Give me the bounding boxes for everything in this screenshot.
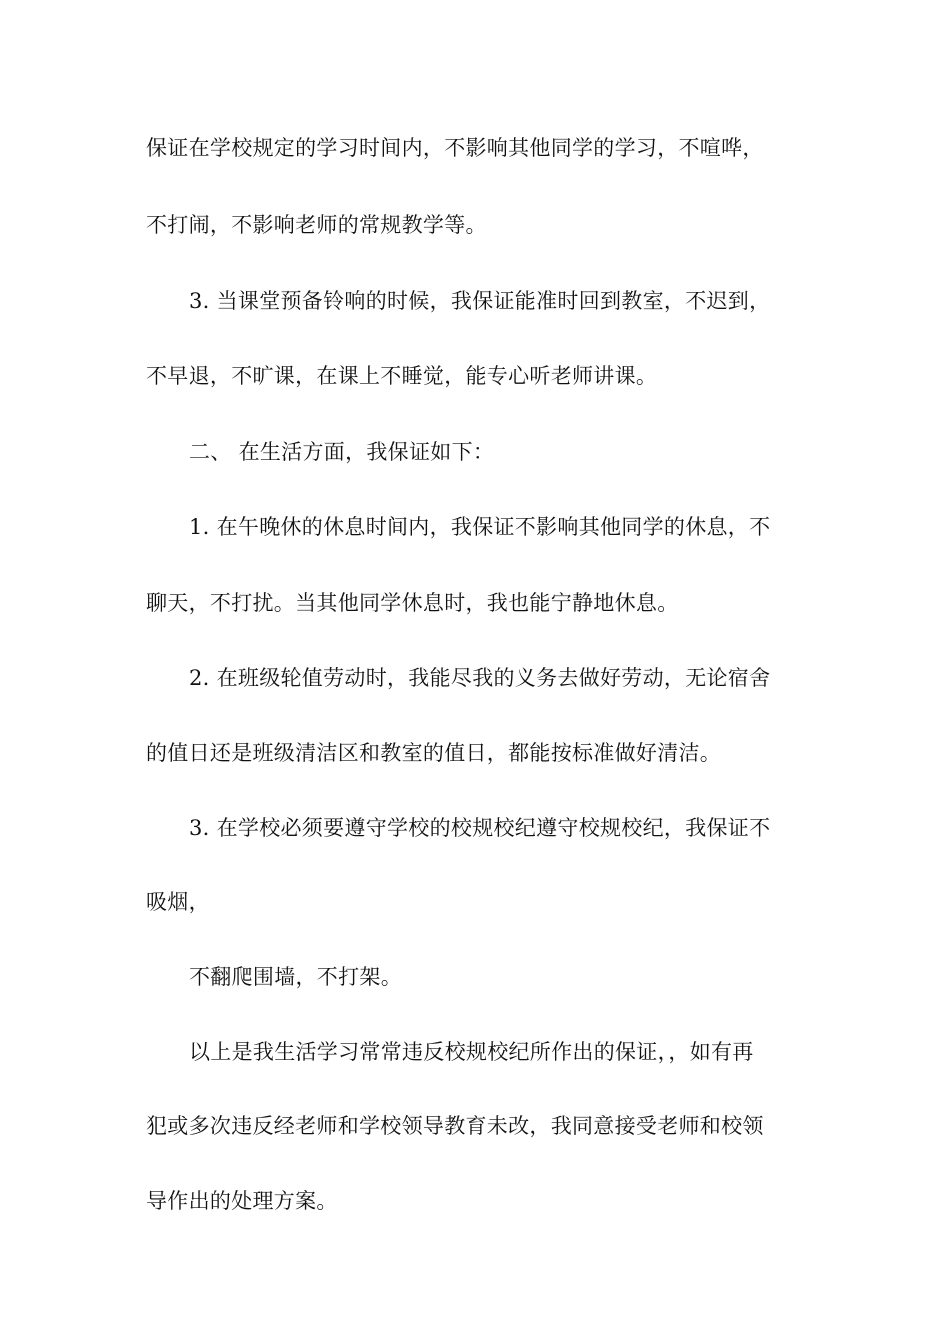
text-line: 3. 在学校必须要遵守学校的校规校纪遵守校规校纪，我保证不	[189, 816, 771, 840]
text-line: 1. 在午晚休的休息时间内，我保证不影响其他同学的休息，不	[189, 515, 771, 539]
text-line: 2. 在班级轮值劳动时，我能尽我的义务去做好劳动，无论宿舍	[189, 666, 771, 690]
text-line: 不翻爬围墙，不打架。	[189, 965, 402, 989]
text-line: 不打闹，不影响老师的常规教学等。	[146, 213, 487, 237]
text-line: 犯或多次违反经老师和学校领导教育未改，我同意接受老师和校领	[146, 1114, 764, 1138]
section-heading: 二、 在生活方面，我保证如下：	[189, 440, 495, 464]
text-line: 的值日还是班级清洁区和教室的值日，都能按标准做好清洁。	[146, 741, 722, 765]
text-line: 聊天，不打扰。当其他同学休息时，我也能宁静地休息。	[146, 591, 679, 615]
text-line: 3. 当课堂预备铃响的时候，我保证能准时回到教室，不迟到，	[189, 289, 771, 313]
text-line: 保证在学校规定的学习时间内，不影响其他同学的学习，不喧哗，	[146, 136, 764, 160]
text-line: 以上是我生活学习常常违反校规校纪所作出的保证，，如有再	[189, 1040, 754, 1064]
text-line: 不早退，不旷课，在课上不睡觉，能专心听老师讲课。	[146, 364, 658, 388]
text-line: 吸烟，	[146, 890, 210, 914]
text-line: 导作出的处理方案。	[146, 1189, 338, 1213]
